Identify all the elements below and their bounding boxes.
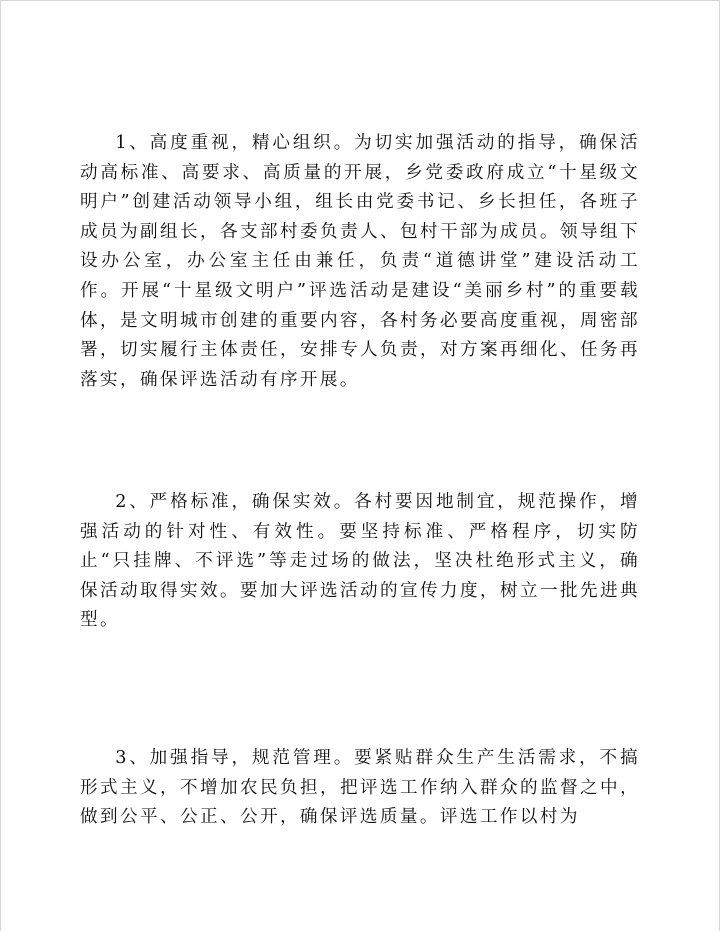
paragraph-3: 3、加强指导，规范管理。要紧贴群众生产生活需求，不搞形式主义，不增加农民负担，把评选工作纳入群众的监督之中，做到公平、公正、公开，确保评选质量。评选工作以村为 bbox=[80, 748, 640, 828]
paragraph-1: 1、高度重视，精心组织。为切实加强活动的指导，确保活动高标准、高要求、高质量的开展，乡党委政府成立“十星级文明户”创建活动领导小组，组长由党委书记、乡长担任，各班子成员为副组长，各支部村委负责人、包村干部为成员。领导组下设办公室，办公室主任由兼任，负责“道德讲堂”建设活动工作。开展“十星级文明户”评选活动是建设“美丽乡村”的重要载体，是文明城市创建的重要内容，各村务必要高度重视，周密部署，切实履行主体责任，安排专人负责，对方案再细化、任务再落实，确保评选活动有序开展。 bbox=[80, 133, 640, 390]
paragraph-2: 2、严格标准，确保实效。各村要因地制宜，规范操作，增强活动的针对性、有效性。要坚持标准、严格程序，切实防止“只挂牌、不评选”等走过场的做法，坚决杜绝形式主义，确保活动取得实效。要加大评选活动的宣传力度，树立一批先进典型。 bbox=[80, 492, 640, 631]
